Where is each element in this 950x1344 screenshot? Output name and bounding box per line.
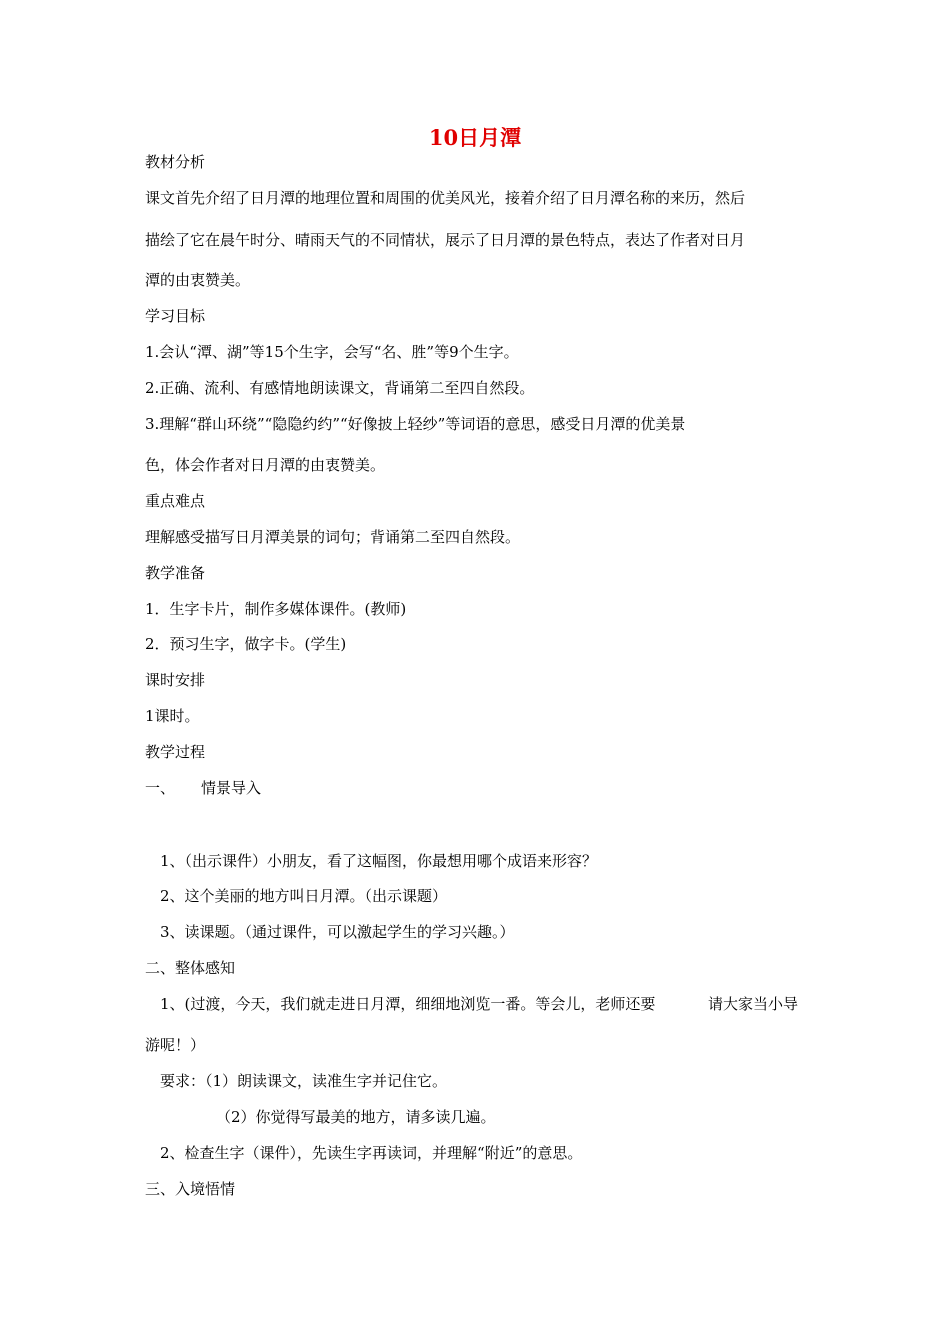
list-item: 1、（出示课件）小朋友，看了这幅图，你最想用哪个成语来形容？ (160, 852, 598, 870)
paragraph-line: 潭的由衷赞美。 (145, 271, 251, 289)
list-item: 2、检查生字（课件），先读生字再读词，并理解“附近”的意思。 (160, 1144, 583, 1162)
list-item: 3、读课题。（通过课件，可以激起学生的学习兴趣。） (160, 923, 515, 941)
heading-learning-goals: 学习目标 (145, 307, 206, 325)
list-item: 1、(过渡，今天，我们就走进日月潭，细细地浏览一番。等会儿，老师还要 (160, 995, 656, 1013)
heading-schedule: 课时安排 (145, 671, 206, 689)
heading-process: 教学过程 (145, 743, 206, 761)
section-number: 一、 (145, 779, 176, 797)
list-item: 1.会认“潭、湖”等15个生字，会写“名、胜”等9个生字。 (145, 343, 519, 361)
section-heading: 三、入境悟情 (145, 1180, 236, 1198)
list-item: 2、这个美丽的地方叫日月潭。（出示课题） (160, 887, 448, 905)
list-item: 2.正确、流利、有感情地朗读课文，背诵第二至四自然段。 (145, 379, 535, 397)
list-item-tail: 请大家当小导 (708, 995, 799, 1013)
list-item: 3.理解“群山环绕”“隐隐约约”“好像披上轻纱”等词语的意思，感受日月潭的优美景 (145, 415, 686, 433)
list-item-continued: 色，体会作者对日月潭的由衷赞美。 (145, 456, 386, 474)
section-title: 情景导入 (201, 779, 262, 797)
paragraph-line: 课文首先介绍了日月潭的地理位置和周围的优美风光，接着介绍了日月潭名称的来历，然后 (145, 189, 746, 207)
heading-textbook-analysis: 教材分析 (145, 153, 206, 171)
list-item: 2．预习生字，做字卡。(学生) (145, 635, 347, 653)
list-item: 1．生字卡片，制作多媒体课件。(教师) (145, 600, 407, 618)
requirement-line: 要求：（1）朗读课文，读准生字并记住它。 (160, 1072, 448, 1090)
paragraph-line: 理解感受描写日月潭美景的词句；背诵第二至四自然段。 (145, 528, 521, 546)
paragraph-line: 1课时。 (145, 707, 200, 725)
page-title: 10日月潭 (428, 125, 522, 150)
heading-preparation: 教学准备 (145, 564, 206, 582)
list-item-continued: 游呢！） (145, 1036, 206, 1054)
section-heading: 二、整体感知 (145, 959, 236, 977)
paragraph-line: 描绘了它在晨午时分、晴雨天气的不同情状，展示了日月潭的景色特点，表达了作者对日月 (145, 231, 746, 249)
heading-key-points: 重点难点 (145, 492, 206, 510)
requirement-line: （2）你觉得写最美的地方，请多读几遍。 (216, 1108, 496, 1126)
